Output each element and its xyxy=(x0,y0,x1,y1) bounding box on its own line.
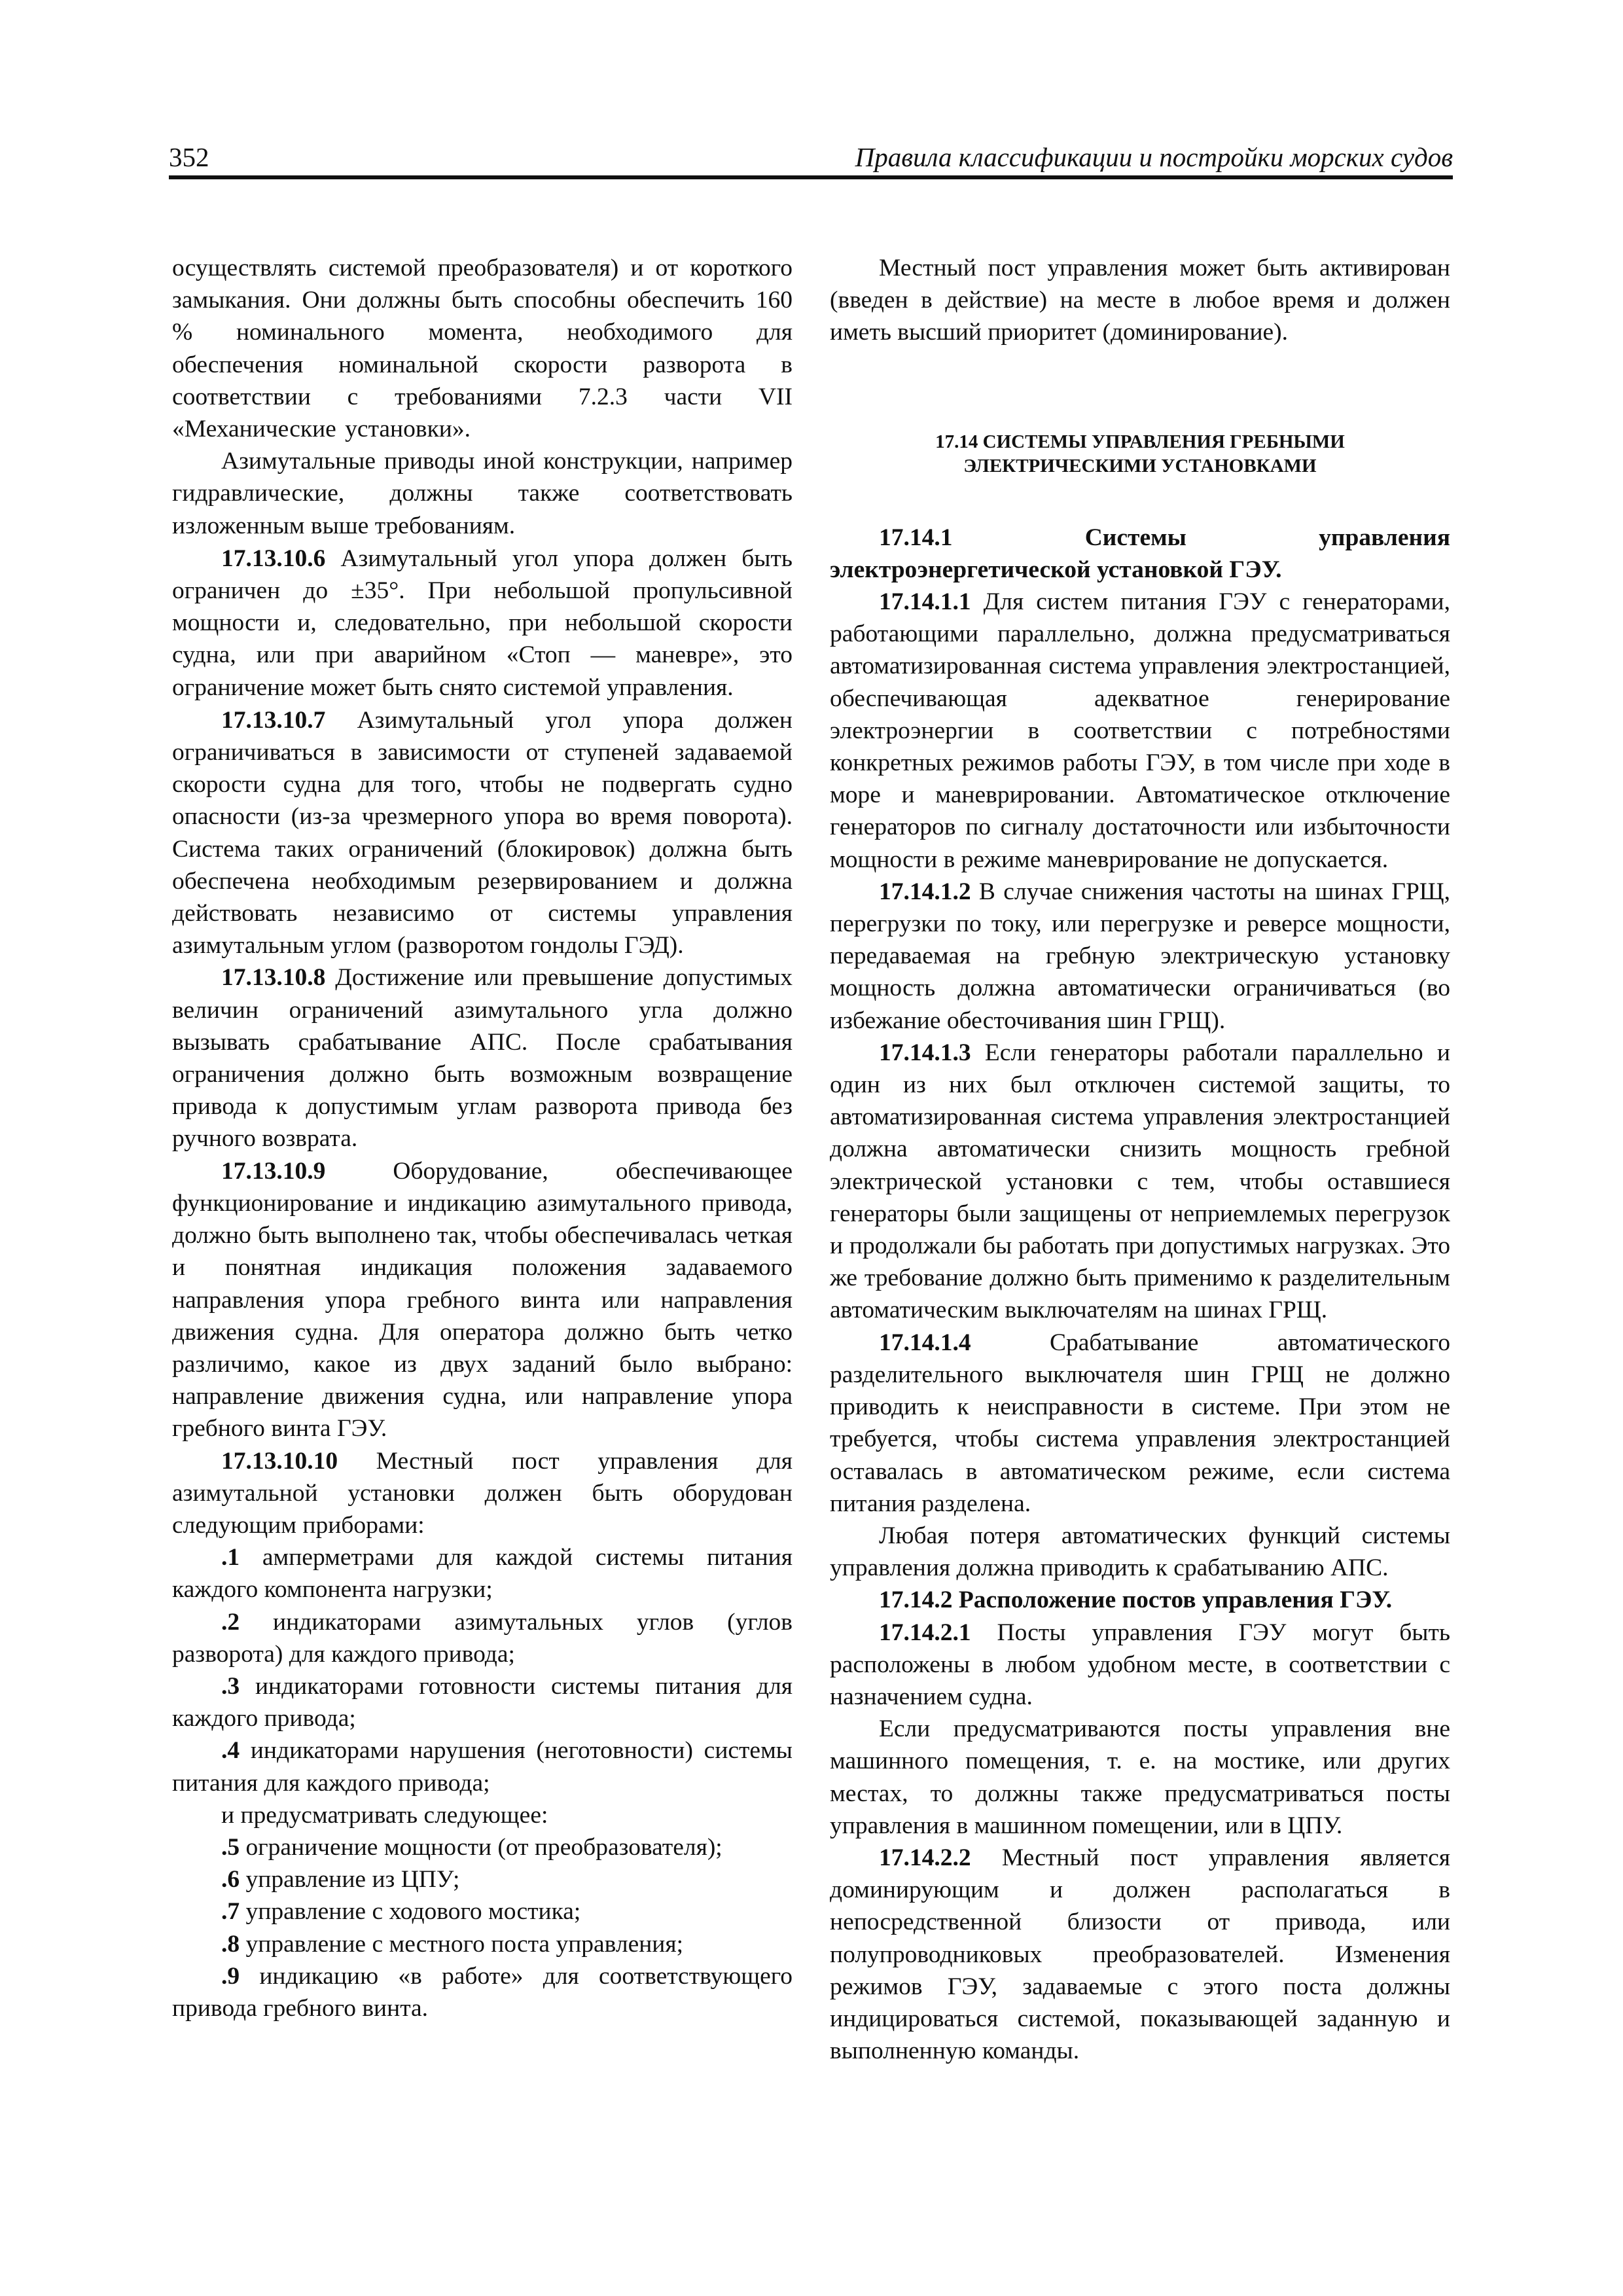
paragraph xyxy=(172,961,793,1155)
item-text: индикаторами нарушения (неготовности) системы питания для каждого привода; xyxy=(172,1737,793,1797)
item-text: индикаторами готовности системы питания для каждого привода; xyxy=(172,1672,793,1732)
clause-text: Местный пост управления для азимутальной установки должен быть оборудован следующим приборами: xyxy=(172,1447,793,1539)
running-header xyxy=(169,141,1453,180)
paragraph xyxy=(172,543,793,704)
paragraph: Азимутальные приводы иной конструкции, например гидравлические, должны также соответствовать изложенным выше требованиям. xyxy=(172,448,793,539)
item-number: .6 xyxy=(221,1866,240,1893)
paragraph: осуществлять системой преобразователя) и от короткого замыкания. Они должны быть способны обеспечить 160 % номинального момента, необходимого для обеспечения номинальной скорости разворота в соответствии с требованиями 7.2.3 части VII «Механические установки». xyxy=(172,255,793,443)
clause-number: 17.14.1.2 xyxy=(879,878,971,905)
item-number: .1 xyxy=(221,1544,240,1571)
left-column xyxy=(172,252,793,2024)
right-column xyxy=(830,252,1450,2067)
subsection-title: 17.14.2 Расположение постов управления ГЭУ. xyxy=(879,1587,1393,1614)
item-number: .5 xyxy=(221,1833,240,1861)
list-item xyxy=(172,1831,793,1863)
item-text: ограничение мощности (от преобразователя); xyxy=(240,1833,722,1861)
paragraph xyxy=(830,1037,1450,1327)
clause-text: Оборудование, обеспечивающее функционирование и индикацию азимутального привода, должно быть выполнено так, чтобы обеспечивалась четкая и понятная индикация положения задаваемого направления упора гребного винта или направления движения судна. Для оператора должно быть четко различимо, какое из двух заданий было выбрано: направление движения судна, или направление упора гребного винта ГЭУ. xyxy=(172,1157,793,1443)
clause-text: Азимутальный угол упора должен быть ограничен до ±35°. При небольшой пропульсивной мощности и, следовательно, при небольшой скорости судна, или при аварийном «Стоп — маневре», это ограничение может быть снято системой управления. xyxy=(172,545,793,701)
item-number: .9 xyxy=(221,1962,240,1990)
paragraph xyxy=(830,1327,1450,1520)
paragraph xyxy=(172,1445,793,1542)
list-item xyxy=(172,1895,793,1928)
clause-text: Достижение или превышение допустимых величин ограничений азимутального угла должно вызывать срабатывание АПС. После срабатывания ограничения должно быть возможным возвращение привода к допустимым углам разворота привода без ручного возврата. xyxy=(172,964,793,1153)
item-number: .3 xyxy=(221,1672,240,1700)
clause-text: Местный пост управления является доминирующим и должен располагаться в непосредственной близости от привода, или полупроводниковых преобразователей. Изменения режимов ГЭУ, задаваемые с этого поста должны индицироваться системой, показывающей заданную и выполненную команды. xyxy=(830,1844,1450,2065)
section-heading-line: ЭЛЕКТРИЧЕСКИМИ УСТАНОВКАМИ xyxy=(963,455,1317,476)
paragraph xyxy=(830,586,1450,876)
list-item xyxy=(172,1863,793,1895)
clause-number: 17.13.10.10 xyxy=(221,1447,338,1475)
item-text: индикацию «в работе» для соответствующего привода гребного винта. xyxy=(172,1962,793,2022)
clause-text: Если генераторы работали параллельно и один из них был отключен системой защиты, то автоматизированная система управления электростанцией должна автоматически снизить мощность гребной электрической установки с тем, чтобы оставшиеся генераторы были защищены от неприемлемых перегрузок и продолжали бы работать при допустимых нагрузках. Это же требование должно быть применимо к разделительным автоматическим выключателям на шинах ГРЩ. xyxy=(830,1039,1450,1324)
clause-text: Срабатывание автоматического разделительного выключателя шин ГРЩ не должно приводить к неисправности в системе. При этом не требуется, чтобы система управления электростанцией оставалась в автоматическом режиме, если система питания разделена. xyxy=(830,1329,1450,1517)
section-heading-line: 17.14 СИСТЕМЫ УПРАВЛЕНИЯ ГРЕБНЫМИ xyxy=(935,431,1345,452)
clause-number: 17.14.1.4 xyxy=(879,1329,971,1356)
item-number: .8 xyxy=(221,1930,240,1958)
item-number: .4 xyxy=(221,1737,240,1765)
list-item xyxy=(172,1606,793,1670)
item-number: .7 xyxy=(221,1898,240,1926)
list-item xyxy=(172,1928,793,1960)
clause-number: 17.13.10.7 xyxy=(221,706,326,734)
paragraph xyxy=(830,876,1450,1037)
paragraph xyxy=(172,1155,793,1445)
paragraph: Местный пост управления может быть активирован (введен в действие) на месте в любое время и должен иметь высший приоритет (доминирование). xyxy=(830,255,1450,346)
paragraph xyxy=(830,1842,1450,2067)
clause-number: 17.14.2.1 xyxy=(879,1619,971,1646)
running-title: Правила классификации и постройки морских судов xyxy=(855,142,1453,172)
paragraph xyxy=(172,704,793,962)
item-text: управление из ЦПУ; xyxy=(240,1866,460,1893)
header-rule xyxy=(169,175,1453,179)
subsection-title: 17.14.1 Системы управления электроэнергетической установкой ГЭУ. xyxy=(830,524,1450,583)
clause-number: 17.13.10.9 xyxy=(221,1157,326,1185)
clause-number: 17.14.1.1 xyxy=(879,588,971,616)
clause-number: 17.14.1.3 xyxy=(879,1039,971,1066)
list-item xyxy=(172,1670,793,1734)
clause-number: 17.13.10.6 xyxy=(221,545,326,572)
item-text: управление с местного поста управления; xyxy=(240,1930,684,1958)
item-number: .2 xyxy=(221,1608,240,1636)
section-gap xyxy=(830,349,1450,430)
paragraph xyxy=(830,1617,1450,1713)
clause-number: 17.14.2.2 xyxy=(879,1844,971,1871)
paragraph: Любая потеря автоматических функций системы управления должна приводить к срабатыванию АПС. xyxy=(830,1522,1450,1582)
subsection-heading xyxy=(830,1584,1450,1616)
item-text: амперметрами для каждой системы питания каждого компонента нагрузки; xyxy=(172,1544,793,1604)
clause-number: 17.13.10.8 xyxy=(221,964,326,992)
page-number: 352 xyxy=(169,142,209,172)
item-text: управление с ходового мостика; xyxy=(240,1898,581,1926)
section-heading xyxy=(830,430,1450,478)
clause-text: Для систем питания ГЭУ с генераторами, работающими параллельно, должна предусматриваться автоматизированная система управления электростанцией, обеспечивающая адекватное генерирование электроэнергии в соответствии с потребностями конкретных режимов работы ГЭУ, в том числе при ходе в море и маневрировании. Автоматическое отключение генераторов по сигналу достаточности или избыточности мощности в режиме маневрирование не допускается. xyxy=(830,588,1450,873)
paragraph: Если предусматриваются посты управления вне машинного помещения, т. е. на мостике, или других местах, то должны также предусматриваться посты управления в машинном помещении, или в ЦПУ. xyxy=(830,1715,1450,1839)
list-item xyxy=(172,1541,793,1605)
list-intro: и предусматривать следующее: xyxy=(221,1801,548,1829)
list-item xyxy=(172,1734,793,1799)
clause-text: Посты управления ГЭУ могут быть расположены в любом удобном месте, в соответствии с назначением судна. xyxy=(830,1619,1450,1710)
section-gap xyxy=(830,478,1450,522)
subsection-heading xyxy=(830,522,1450,586)
clause-text: В случае снижения частоты на шинах ГРЩ, перегрузки по току, или перегрузке и реверсе мощности, передаваемая на гребную электрическую установку мощность должна автоматически ограничиваться (во избежание обесточивания шин ГРЩ). xyxy=(830,878,1450,1034)
list-item xyxy=(172,1960,793,2024)
item-text: индикаторами азимутальных углов (углов разворота) для каждого привода; xyxy=(172,1608,793,1668)
clause-text: Азимутальный угол упора должен ограничиваться в зависимости от ступеней задаваемой скорости судна для того, чтобы не подвергать судно опасности (из-за чрезмерного упора во время поворота). Система таких ограничений (блокировок) должна быть обеспечена необходимым резервированием и должна действовать независимо от системы управления азимутальным углом (разворотом гондолы ГЭД). xyxy=(172,706,793,960)
